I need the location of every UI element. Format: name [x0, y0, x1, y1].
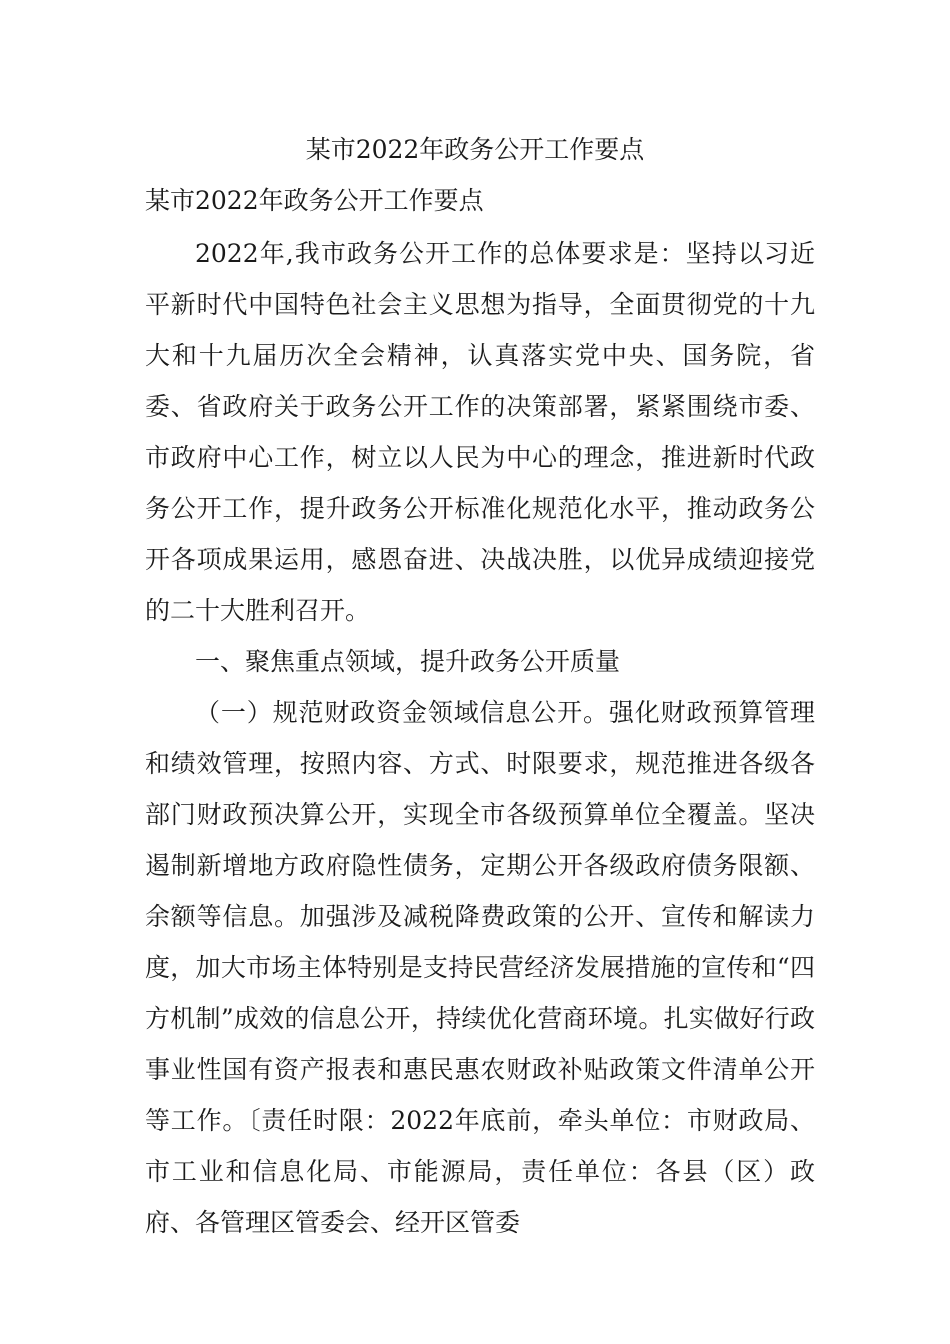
paragraph-general-requirements: 2022年,我市政务公开工作的总体要求是：坚持以习近平新时代中国特色社会主义思想为指导，全面贯彻党的十九大和十九届历次全会精神，认真落实党中央、国务院，省委、省政府关于政务公开工作的决策部署，紧紧围绕市委、市政府中心工作，树立以人民为中心的理念，推进新时代政务公开工作，提升政务公开标准化规范化水平，推动政务公开各项成果运用，感恩奋进、决战决胜，以优异成绩迎接党的二十大胜利召开。 [145, 239, 815, 625]
document-subtitle: 某市2022年政务公开工作要点 [145, 186, 484, 215]
paragraph-fiscal-disclosure: （一）规范财政资金领域信息公开。强化财政预算管理和绩效管理，按照内容、方式、时限要求，规范推进各级各部门财政预决算公开，实现全市各级预算单位全覆盖。坚决遏制新增地方政府隐性债务，定期公开各级政府债务限额、余额等信息。加强涉及减税降费政策的公开、宣传和解读力度，加大市场主体特别是支持民营经济发展措施的宣传和“四方机制”成效的信息公开，持续优化营商环境。扎实做好行政事业性国有资产报表和惠民惠农财政补贴政策文件清单公开等工作。〔责任时限：2022年底前，牵头单位：市财政局、市工业和信息化局、市能源局，责任单位：各县（区）政府、各管理区管委会、经开区管委 [145, 698, 815, 1237]
section-heading-1: 一、聚焦重点领域，提升政务公开质量 [195, 647, 621, 676]
document-body [145, 228, 815, 1248]
document-title: 某市2022年政务公开工作要点 [305, 135, 645, 164]
